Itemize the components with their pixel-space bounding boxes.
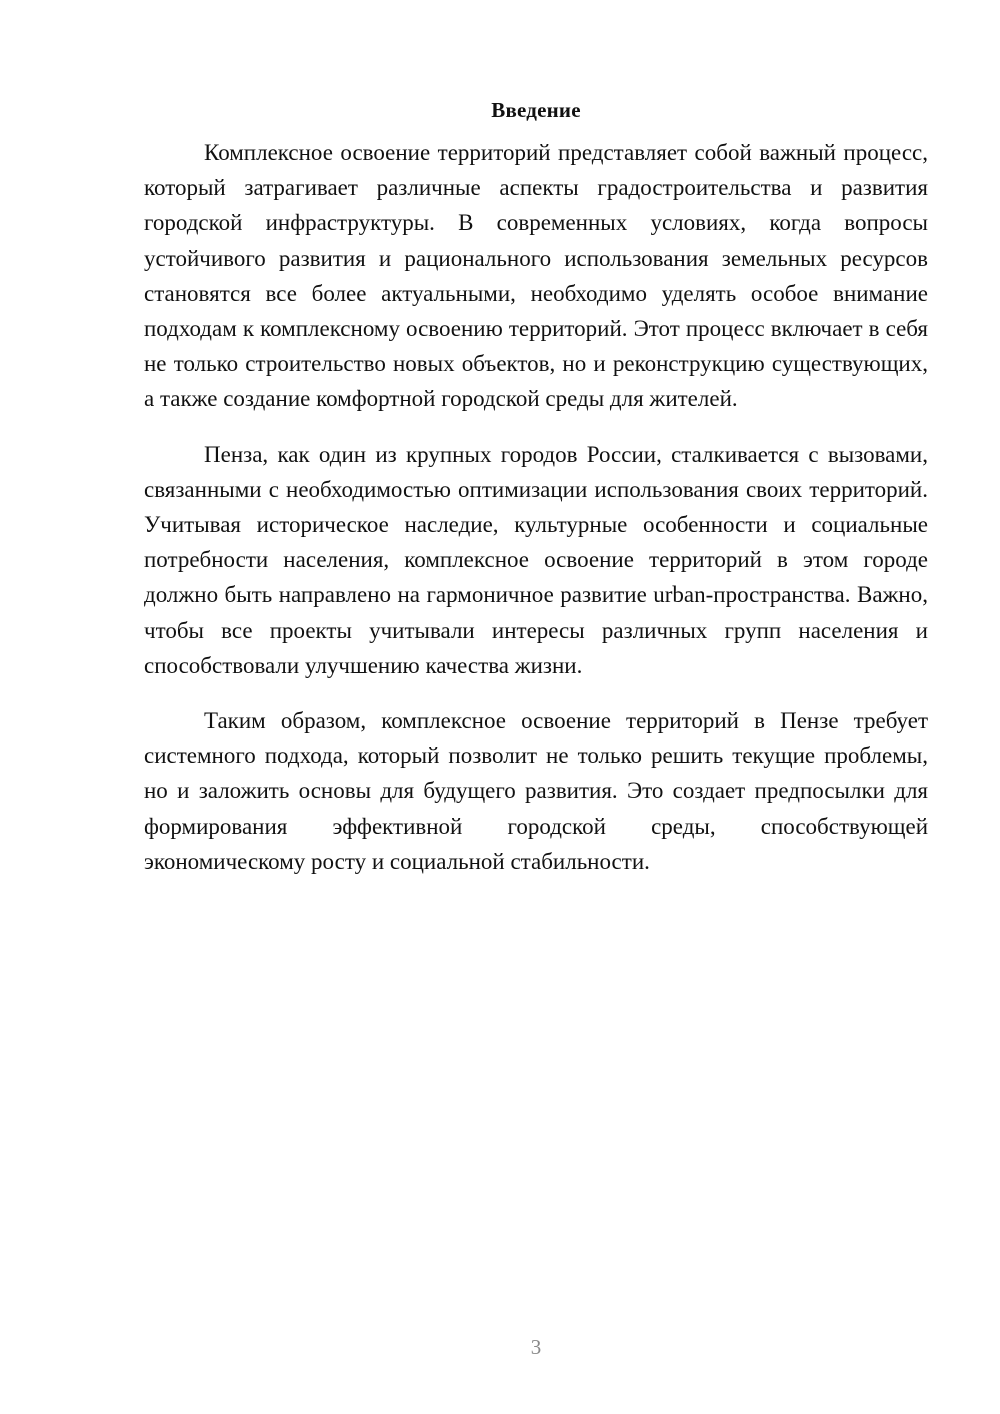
paragraph-2: Пенза, как один из крупных городов России, сталкивается с вызовами, связанными с необходимостью оптимизации использования своих территорий. Учитывая историческое наследие, культурные особенности и социальные потребности населения, комплексное освоение территорий в этом городе должно быть направлено на гармоничное развитие urban-пространства. Важно, чтобы все проекты учитывали интересы различных групп населения и способствовали улучшению качества жизни. (144, 441, 928, 678)
page-content (144, 95, 928, 899)
paragraph-3: Таким образом, комплексное освоение территорий в Пензе требует системного подхода, который позволит не только решить текущие проблемы, но и заложить основы для будущего развития. Это создает предпосылки для формирования эффективной городской среды, способствующей экономическому росту и социальной стабильности. (144, 708, 928, 874)
paragraph-1: Комплексное освоение территорий представляет собой важный процесс, который затрагивает различные аспекты градостроительства и развития городской инфраструктуры. В современных условиях, когда вопросы устойчивого развития и рационального использования земельных ресурсов становятся все более актуальными, необходимо уделять особое внимание подходам к комплексному освоению территорий. Этот процесс включает в себя не только строительство новых объектов, но и реконструкцию существующих, а также создание комфортной городской среды для жителей. (144, 140, 928, 412)
section-heading: Введение (491, 98, 581, 122)
page-number: 3 (530, 1335, 542, 1359)
